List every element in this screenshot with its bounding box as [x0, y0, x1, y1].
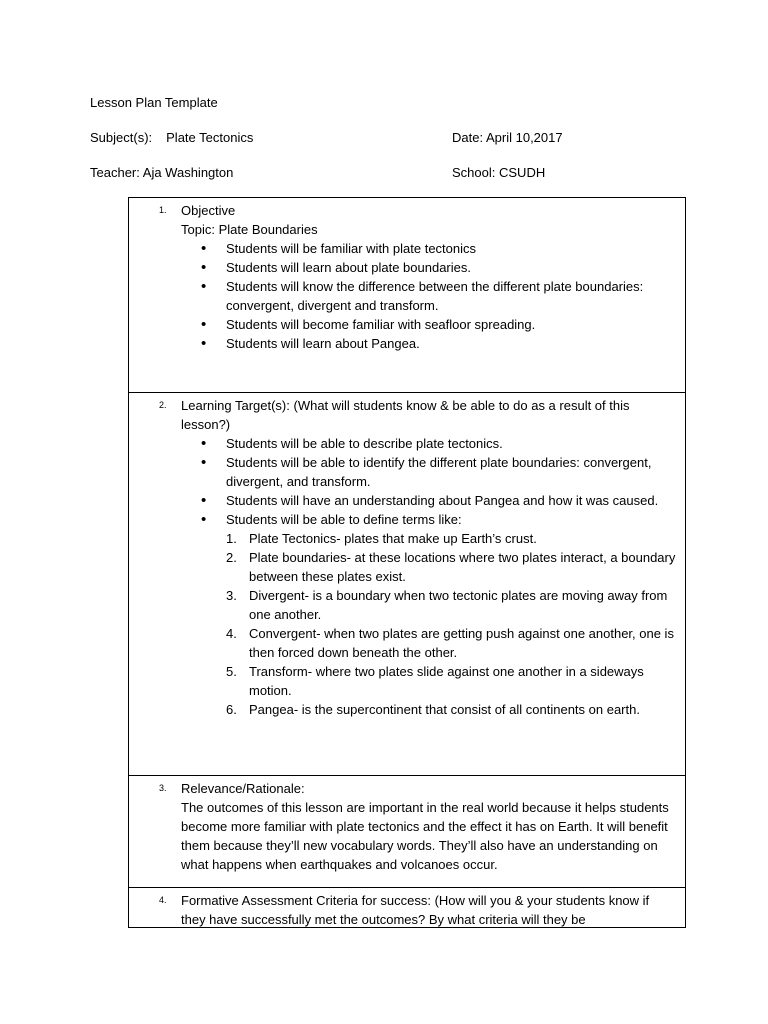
teacher-field: [90, 165, 233, 181]
term-item: [181, 586, 677, 624]
term-text: Plate boundaries- at these locations where two plates interact, a boundary between these plates exist.: [249, 550, 676, 584]
term-number: 3.: [226, 588, 237, 603]
term-text: Plate Tectonics- plates that make up Earth’s crust.: [249, 531, 537, 546]
relevance-title: Relevance/Rationale:: [181, 781, 305, 796]
term-number: 5.: [226, 664, 237, 679]
school-value: CSUDH: [499, 165, 546, 180]
formative-assessment-title: Formative Assessment Criteria for success: (How will you & your students know if they have successfully met the outcomes? By what criteria will they be: [181, 893, 650, 927]
document-title: Lesson Plan Template: [90, 95, 218, 110]
section-number: 4.: [159, 895, 167, 905]
date-field: [452, 130, 563, 146]
terms-list: [181, 529, 677, 719]
section-number: 1.: [159, 205, 167, 215]
lesson-plan-table: [128, 197, 686, 928]
teacher-value: Aja Washington: [142, 165, 234, 180]
term-number: 2.: [226, 550, 237, 565]
list-item: • Students will be able to identify the different plate boundaries: convergent, divergent, and transform.: [181, 453, 677, 491]
subject-value: Plate Tectonics: [166, 130, 254, 145]
date-value: April 10,2017: [485, 130, 563, 145]
subject-field: [90, 130, 253, 146]
subject-label: Subject(s):: [90, 130, 153, 145]
list-item: • Students will be able to describe plate tectonics.: [181, 434, 677, 453]
term-item: [181, 700, 677, 719]
list-item: • Students will know the difference between the different plate boundaries: convergent, divergent and transform.: [181, 277, 677, 315]
learning-targets-bullet-list: [181, 434, 677, 529]
list-item: • Students will become familiar with seafloor spreading.: [181, 315, 677, 334]
objective-section: [129, 198, 685, 393]
term-text: Convergent- when two plates are getting push against one another, one is then forced down beneath the other.: [249, 626, 674, 660]
section-number: 2.: [159, 400, 167, 410]
term-number: 1.: [226, 531, 237, 546]
objective-topic: Topic: Plate Boundaries: [181, 222, 318, 237]
section-number: 3.: [159, 783, 167, 793]
relevance-text: The outcomes of this lesson are important in the real world because it helps students become more familiar with plate tectonics and the effect it has on Earth. It will benefit them because they’ll new vocabulary words. They’ll also have an understanding on what happens when earthquakes and volcanoes occur.: [181, 800, 669, 872]
term-item: [181, 662, 677, 700]
term-text: Pangea- is the supercontinent that consist of all continents on earth.: [249, 702, 640, 717]
list-item: • Students will have an understanding about Pangea and how it was caused.: [181, 491, 677, 510]
school-label: School:: [452, 165, 496, 180]
formative-assessment-section: [129, 888, 685, 928]
term-number: 6.: [226, 702, 237, 717]
list-item: • Students will be familiar with plate tectonics: [181, 239, 677, 258]
objective-title: Objective: [181, 203, 236, 218]
teacher-label: Teacher:: [90, 165, 140, 180]
objective-bullet-list: [181, 239, 677, 353]
term-text: Transform- where two plates slide against one another in a sideways motion.: [249, 664, 644, 698]
list-item: • Students will learn about Pangea.: [181, 334, 677, 353]
learning-targets-section: [129, 393, 685, 776]
learning-targets-title: Learning Target(s): (What will students know & be able to do as a result of this lesson?): [181, 398, 630, 432]
date-label: Date:: [452, 130, 484, 145]
term-item: [181, 624, 677, 662]
term-item: [181, 548, 677, 586]
term-text: Divergent- is a boundary when two tectonic plates are moving away from one another.: [249, 588, 668, 622]
term-item: [181, 529, 677, 548]
list-item: • Students will be able to define terms like:: [181, 510, 677, 529]
term-number: 4.: [226, 626, 237, 641]
relevance-section: [129, 776, 685, 888]
list-item: • Students will learn about plate boundaries.: [181, 258, 677, 277]
school-field: [452, 165, 545, 181]
